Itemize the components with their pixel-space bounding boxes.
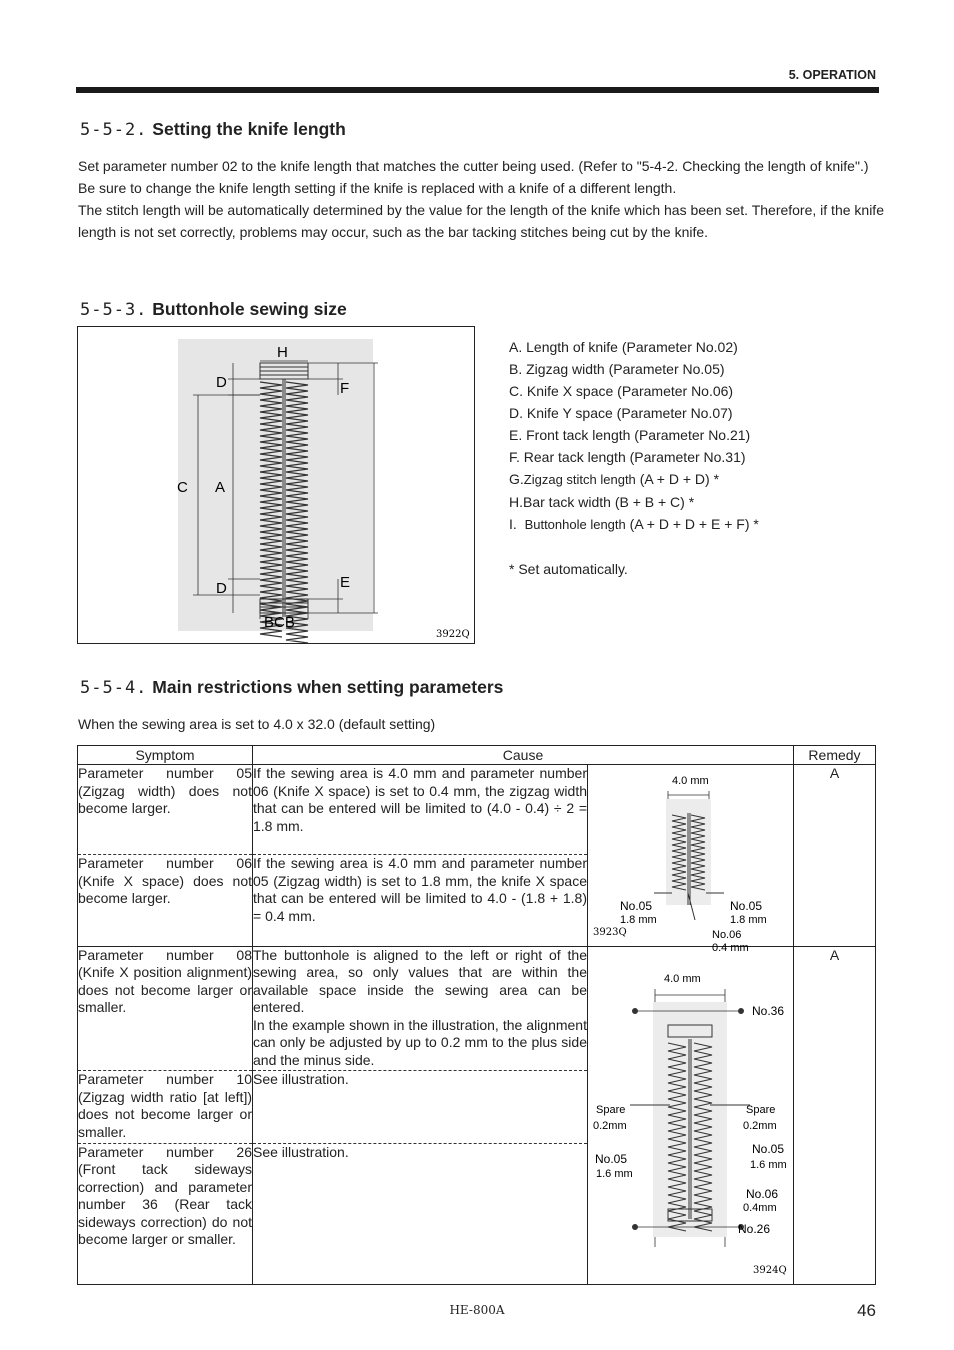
- header-symptom: Symptom: [78, 746, 253, 765]
- fig1-right-no: No.05: [730, 899, 763, 913]
- buttonhole-size-figure: [77, 326, 475, 644]
- fig2-code: 3924Q: [753, 1264, 787, 1276]
- legend-item: [509, 468, 759, 491]
- heading-title: Setting the knife length: [152, 119, 346, 139]
- legend-text: Rear tack length (Parameter No.31): [523, 449, 746, 465]
- alignment-figure-cell: [588, 946, 794, 1285]
- label-H: H: [277, 344, 288, 361]
- remedy-cell: A: [794, 765, 876, 947]
- legend-key: I.: [509, 516, 517, 532]
- fig2-right-val: 1.6 mm: [750, 1158, 787, 1171]
- header-remedy: Remedy: [794, 746, 876, 765]
- cause-cell: See illustration.: [253, 1143, 588, 1284]
- legend-key: E.: [509, 427, 523, 443]
- legend-suffix: (A + D + D + E + F) *: [629, 516, 759, 532]
- fig1-left-val: 1.8 mm: [620, 914, 657, 926]
- label-E: E: [340, 574, 351, 591]
- fig2-spare-right-val: 0.2mm: [743, 1119, 777, 1132]
- paragraph: Set parameter number 02 to the knife length that matches the cutter being used. (Refer to "5-4-2. Checking the length of knife".): [78, 158, 869, 174]
- knife-length-text: [78, 155, 884, 243]
- heading-number: 5-5-2.: [80, 120, 148, 140]
- fig2-right-no: No.05: [752, 1141, 785, 1156]
- parameter-legend: [509, 336, 759, 580]
- legend-item: [509, 424, 759, 446]
- symptom-cell: Parameter number 06 (Knife X space) does not become larger.: [78, 855, 253, 946]
- heading-number: 5-5-3.: [80, 300, 148, 320]
- legend-key: D.: [509, 405, 523, 421]
- legend-item: [509, 446, 759, 468]
- symptom-cell: Parameter number 26 (Front tack sideways correction) and parameter number 36 (Rear tack sideways correction) do not become larger or smaller.: [78, 1143, 253, 1284]
- legend-item: [509, 402, 759, 424]
- label-F: F: [340, 380, 350, 397]
- fig2-center-val: 0.4mm: [743, 1201, 777, 1214]
- fig2-spare-left-val: 0.2mm: [593, 1119, 627, 1132]
- fig2-top-no: No.36: [752, 1003, 785, 1018]
- footer-model: HE-800A: [449, 1303, 505, 1317]
- fig2-bottom-no: No.26: [738, 1221, 771, 1236]
- legend-key: A.: [509, 339, 523, 355]
- fig2-left-no: No.05: [595, 1151, 628, 1166]
- auto-set-note: * Set automatically.: [509, 561, 628, 577]
- legend-text: Bar tack width (B + B + C) *: [523, 494, 695, 510]
- section-header-label: 5. OPERATION: [788, 68, 876, 82]
- table-header-row: [78, 746, 876, 765]
- fig2-width-label: 4.0 mm: [664, 972, 701, 985]
- sewing-area-intro: When the sewing area is set to 4.0 x 32.0 (default setting): [78, 716, 436, 732]
- fig1-left-no: No.05: [620, 899, 653, 913]
- legend-item: [509, 336, 759, 358]
- legend-text: Knife Y space (Parameter No.07): [526, 405, 733, 421]
- header-rule: [76, 87, 879, 93]
- label-BCB: BCB: [264, 614, 295, 631]
- fig1-width-label: 4.0 mm: [672, 775, 709, 787]
- symptom-cell: Parameter number 10 (Zigzag width ratio [at left]) does not become larger or smaller.: [78, 1071, 253, 1144]
- legend-key: C.: [509, 383, 523, 399]
- page-number: 46: [857, 1301, 876, 1320]
- legend-text: Zigzag width (Parameter No.05): [526, 361, 725, 377]
- fig1-center-val: 0.4 mm: [712, 942, 749, 954]
- legend-item: [509, 491, 759, 513]
- fig1-center-no: No.06: [712, 929, 742, 941]
- symptom-cell: Parameter number 05 (Zigzag width) does not become larger.: [78, 765, 253, 855]
- legend-item: [509, 380, 759, 402]
- buttonhole-diagram: [78, 327, 474, 643]
- legend-suffix: (A + D + D) *: [639, 471, 720, 487]
- fig2-spare-left: Spare: [596, 1103, 626, 1116]
- legend-key: F.: [509, 449, 520, 465]
- cause-cell: If the sewing area is 4.0 mm and parameter number 06 (Knife X space) is set to 0.4 mm, the zigzag width that can be entered will be limited to (4.0 - 0.4) ÷ 2 = 1.8 mm.: [253, 765, 588, 855]
- legend-text: Length of knife (Parameter No.02): [526, 339, 738, 355]
- legend-key: B.: [509, 361, 523, 377]
- alignment-diagram: [588, 947, 794, 1280]
- heading-5-5-2: [80, 119, 346, 140]
- legend-item: [509, 513, 759, 536]
- heading-title: Buttonhole sewing size: [152, 299, 347, 319]
- label-C: C: [177, 479, 188, 496]
- header-cause: Cause: [253, 746, 794, 765]
- paragraph: Be sure to change the knife length setting if the knife is replaced with a knife of a different length.: [78, 180, 677, 196]
- cause-cell: The buttonhole is aligned to the left or right of the sewing area, so only values that are within the available space inside the sewing area can be entered. In the example shown in the illustration, the alignment can only be adjusted by up to 0.2 mm to the plus side and the minus side.: [253, 946, 588, 1071]
- fig2-center-no: No.06: [746, 1186, 779, 1201]
- legend-text: Buttonhole length: [524, 517, 626, 532]
- figure-code: 3922Q: [436, 629, 470, 640]
- legend-key: G.: [509, 471, 524, 487]
- label-D-top: D: [216, 374, 227, 391]
- cause-cell: See illustration.: [253, 1071, 588, 1144]
- remedy-cell: A: [794, 946, 876, 1285]
- fig2-spare-right: Spare: [746, 1103, 776, 1116]
- fig1-right-val: 1.8 mm: [730, 914, 767, 926]
- zigzag-limit-diagram: [588, 765, 794, 954]
- heading-5-5-4: [80, 677, 503, 698]
- label-D-bottom: D: [216, 580, 227, 597]
- restrictions-table: [77, 745, 876, 1285]
- label-A: A: [215, 479, 226, 496]
- heading-number: 5-5-4.: [80, 678, 148, 698]
- legend-text: Front tack length (Parameter No.21): [526, 427, 751, 443]
- cause-cell: If the sewing area is 4.0 mm and parameter number 05 (Zigzag width) is set to 1.8 mm, the knife X space that can be entered will be limited to 4.0 - (1.8 + 1.8) = 0.4 mm.: [253, 855, 588, 946]
- legend-key: H.: [509, 494, 523, 510]
- table-row: [78, 765, 876, 855]
- fig2-left-val: 1.6 mm: [596, 1167, 633, 1180]
- symptom-cell: Parameter number 08 (Knife X position alignment) does not become larger or smaller.: [78, 946, 253, 1071]
- legend-text: Knife X space (Parameter No.06): [526, 383, 734, 399]
- fig1-code: 3923Q: [593, 927, 627, 938]
- heading-title: Main restrictions when setting parameters: [152, 677, 504, 697]
- legend-text: Zigzag stitch length: [523, 472, 636, 487]
- heading-5-5-3: [80, 299, 347, 320]
- zigzag-limit-figure-cell: [588, 765, 794, 954]
- paragraph: The stitch length will be automatically determined by the value for the length of the knife which has been set. Therefore, if the knife length is not set correctly, problems may occur, such as the bar tacking stitches being cut by the knife.: [78, 202, 884, 240]
- legend-item: [509, 358, 759, 380]
- table-row: [78, 946, 876, 1071]
